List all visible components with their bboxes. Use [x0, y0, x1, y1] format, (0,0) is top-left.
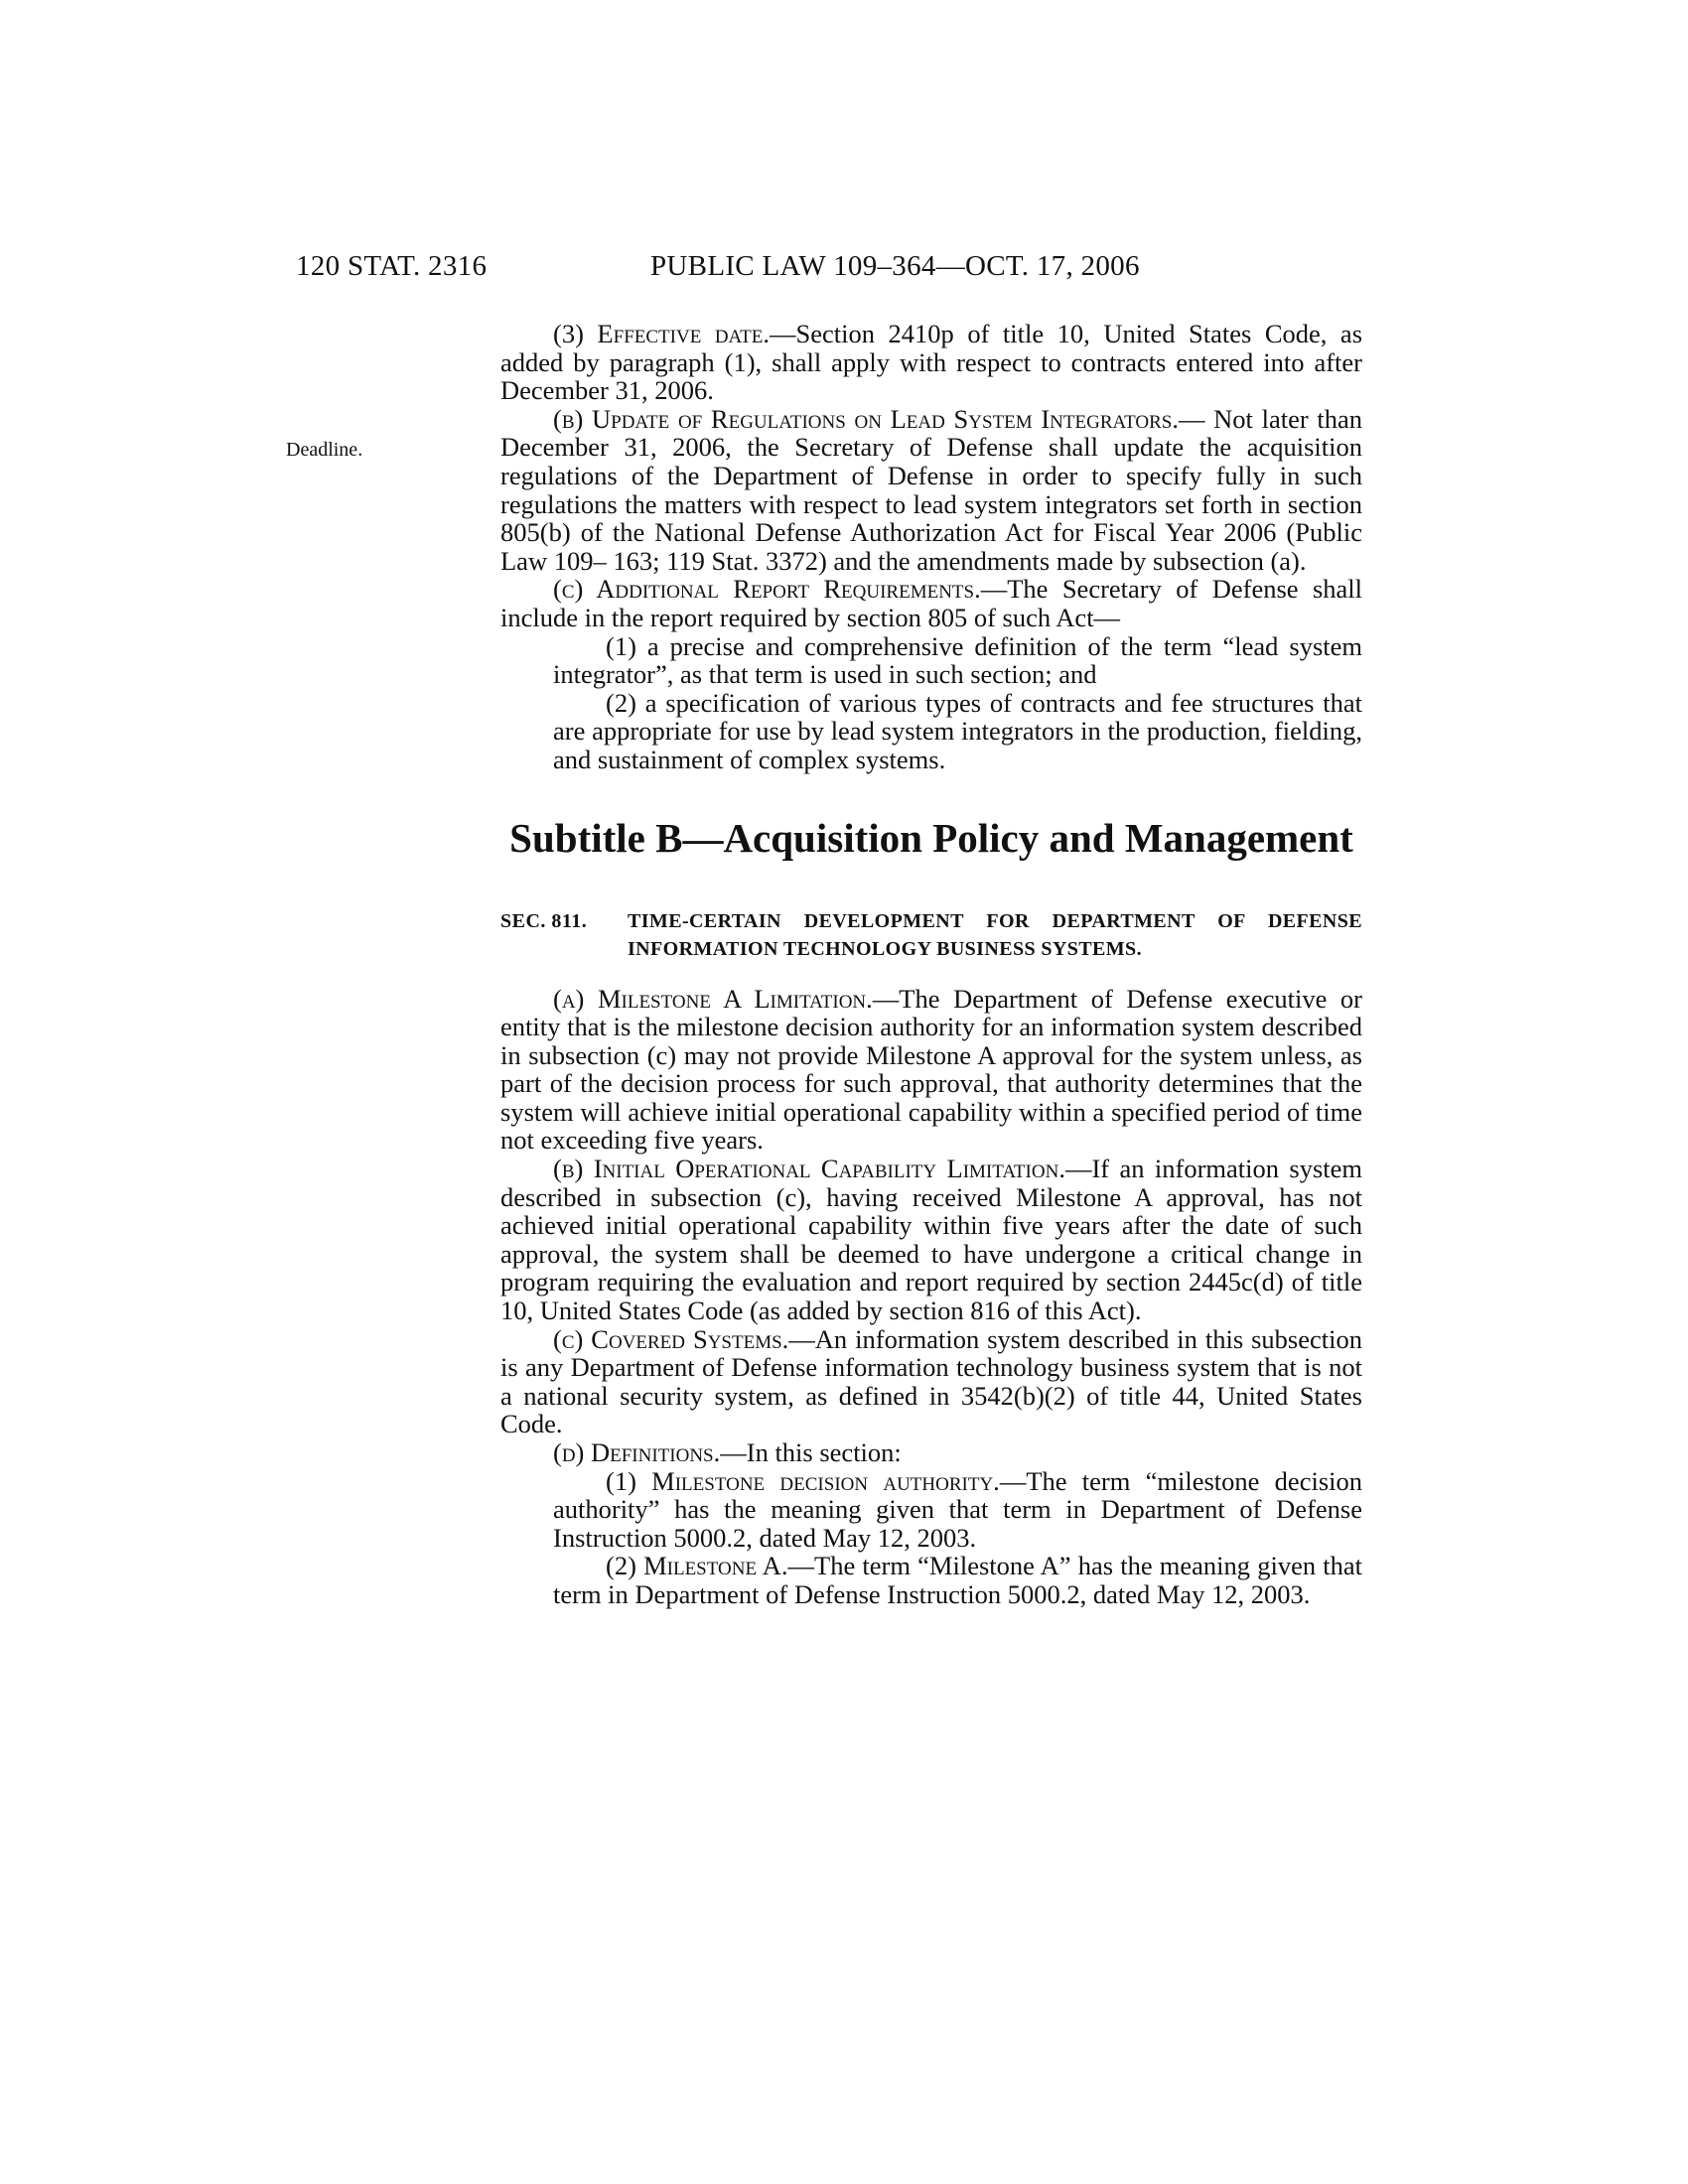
paragraph-text: —Section 2410p of title 10, United States Code, as added by paragraph (1), shall apply with respect to contracts entered into after December 31, 2006.	[500, 319, 1363, 406]
subsection-d	[500, 1438, 1362, 1467]
subsection-heading: (b) Initial Operational Capability Limitation.	[553, 1154, 1065, 1184]
running-head: PUBLIC LAW 109–364—OCT. 17, 2006	[650, 250, 1140, 282]
paragraph-text: — Not later than December 31, 2006, the Secretary of Defense shall update the acquisition regulations of the Department of Defense in order to specify fully in such regulations the matters with respect to lead system integrators set forth in section 805(b) of the National Defense Authorization Act for Fiscal Year 2006 (Public Law 109– 163; 119 Stat. 3372) and the amendments made by subsection (a).	[500, 403, 1362, 576]
subsection-heading: (a) Milestone A Limitation.	[553, 983, 873, 1014]
page-body	[500, 320, 1362, 1609]
paragraph-specification-item: (2) a specification of various types of contracts and fee structures that are appropriate for use by lead system integrators in the production, fielding, and sustainment of complex systems.	[553, 687, 1362, 774]
subsection-b	[500, 1155, 1362, 1325]
paragraph-text: —The Secretary of Defense shall include in the report required by section 805 of such Act—	[500, 574, 1362, 632]
section-heading	[500, 907, 1362, 963]
paragraph-heading: (c) Additional Report Requirements.	[553, 574, 981, 605]
definition-milestone-a	[553, 1552, 1362, 1608]
subsection-heading: (d) Definitions.	[553, 1437, 721, 1467]
subtitle-heading: Subtitle B—Acquisition Policy and Management	[509, 814, 1353, 861]
section-title: TIME-CERTAIN DEVELOPMENT FOR DEPARTMENT OF DEFENSE INFORMATION TECHNOLOGY BUSINESS SYSTEMS.	[628, 909, 1362, 960]
subsection-text: —If an information system described in subsection (c), having received Milestone A approval, has not achieved initial operational capability within five years after the date of such approval, the system shall be deemed to have undergone a critical change in program requiring the evaluation and report required by section 2445c(d) of title 10, United States Code (as added by section 816 of this Act).	[500, 1154, 1362, 1326]
definition-heading: (1) Milestone decision authority.	[606, 1465, 1000, 1496]
paragraph-effective-date	[500, 320, 1362, 405]
paragraph-heading: (b) Update of Regulations on Lead System Integrators.	[553, 403, 1179, 434]
paragraph-update-regulations	[500, 405, 1362, 576]
paragraph-definition-item: (1) a precise and comprehensive definition of the term “lead system integrator”, as that term is used in such section; and	[553, 630, 1362, 690]
definition-text: —The term “milestone decision authority” has the meaning given that term in Department of Defense Instruction 5000.2, dated May 12, 2003.	[553, 1465, 1362, 1553]
page-header	[296, 250, 1388, 290]
statute-page-number: 120 STAT. 2316	[296, 250, 488, 282]
margin-note: Deadline.	[286, 439, 363, 461]
section-number: SEC. 811.	[500, 909, 588, 932]
definition-heading: (2) Milestone A.	[606, 1551, 788, 1581]
paragraph-heading: (3) Effective date.	[553, 319, 771, 348]
definition-milestone-decision-authority	[553, 1467, 1362, 1553]
subsection-heading: (c) Covered Systems.	[553, 1323, 789, 1354]
paragraph-additional-report	[500, 575, 1362, 631]
subsection-text: —An information system described in this subsection is any Department of Defense information technology business system that is not a national security system, as defined in 3542(b)(2) of title 44, United States Code.	[500, 1323, 1362, 1439]
definition-text: —The term “Milestone A” has the meaning given that term in Department of Defense Instruction 5000.2, dated May 12, 2003.	[553, 1551, 1362, 1609]
subsection-text: —The Department of Defense executive or entity that is the milestone decision authority for an information system described in subsection (c) may not provide Milestone A approval for the system unless, as part of the decision process for such approval, that authority determines that the system will achieve initial operational capability within a specified period of time not exceeding five years.	[500, 983, 1362, 1156]
subsection-a	[500, 985, 1362, 1156]
subsection-c	[500, 1325, 1362, 1438]
subsection-text: —In this section:	[720, 1437, 902, 1467]
